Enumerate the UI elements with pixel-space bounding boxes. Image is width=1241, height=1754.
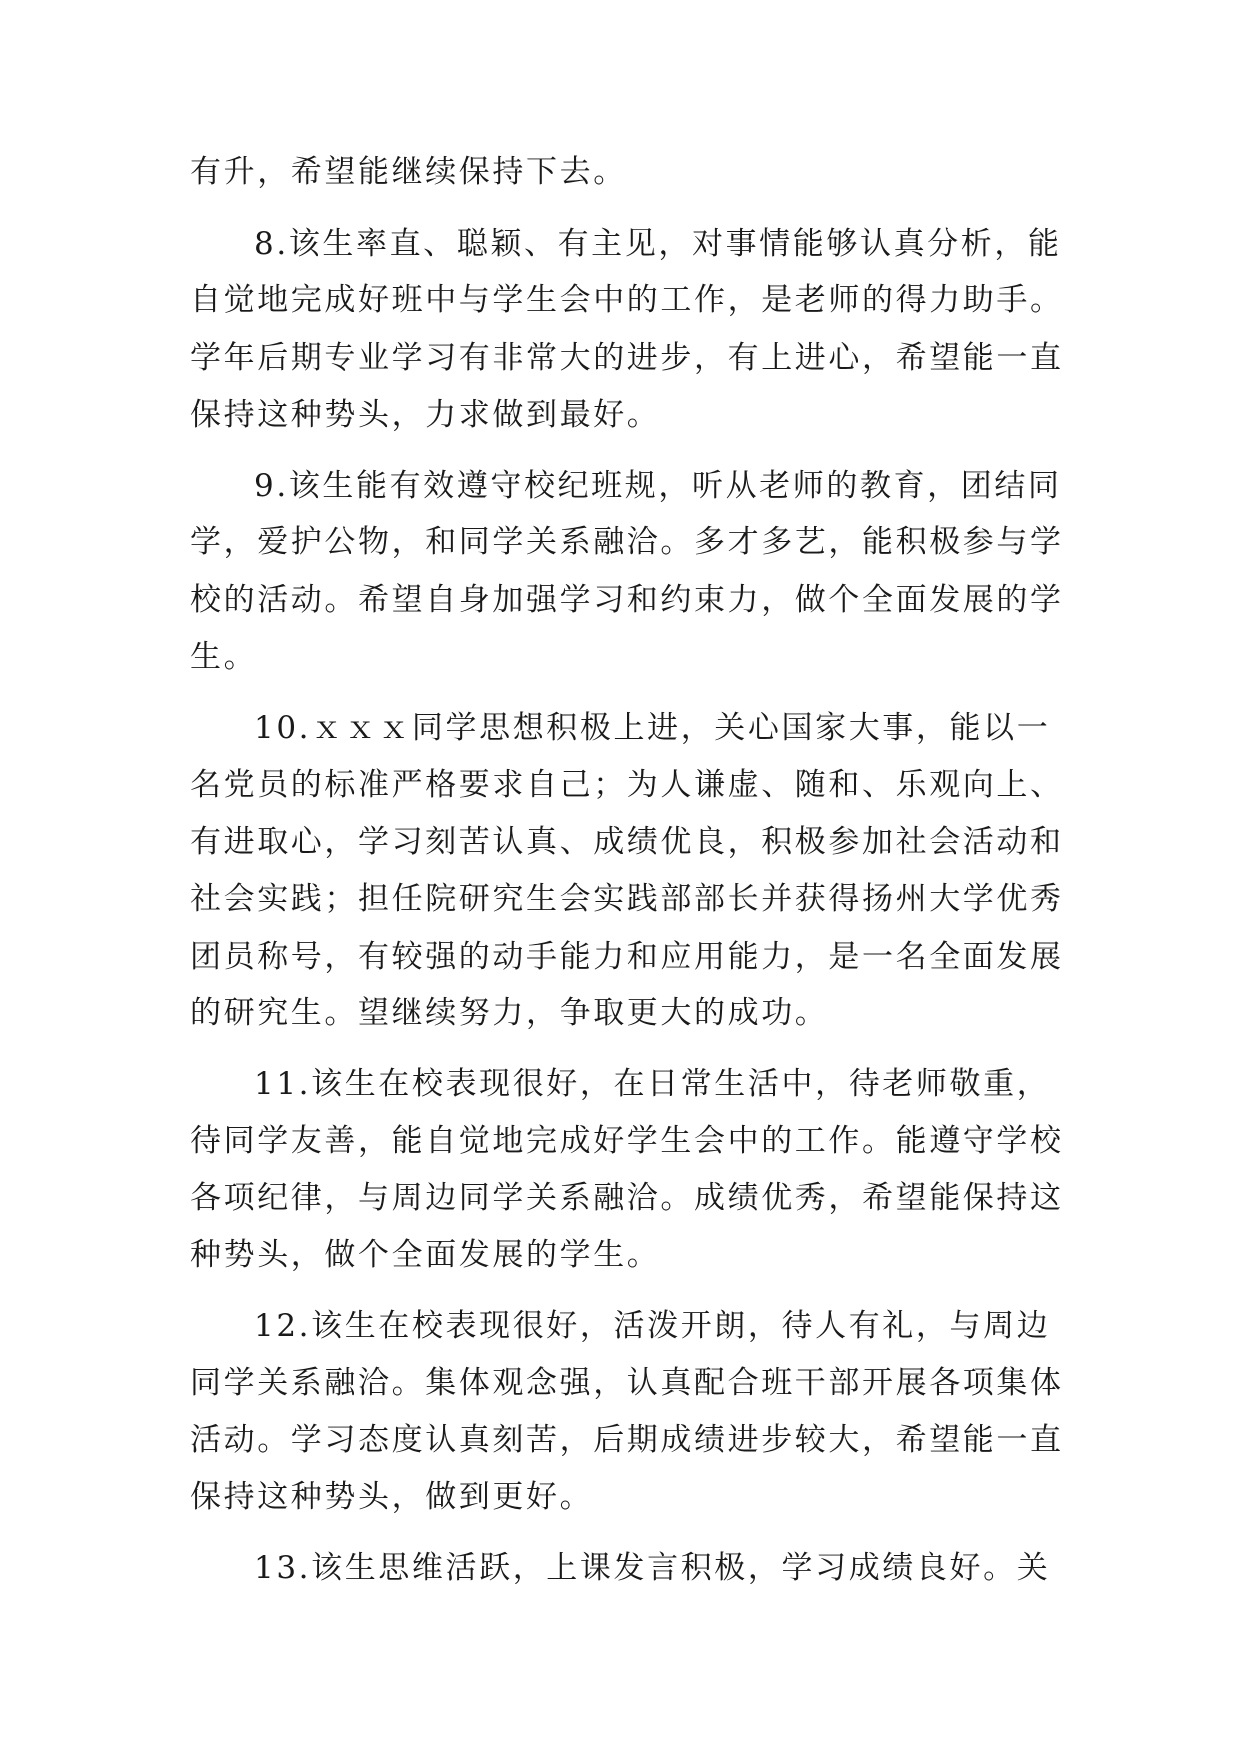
- paragraph-start-13: 13.该生思维活跃，上课发言积极，学习成绩良好。关: [254, 1550, 1051, 1586]
- text-line: 同学关系融洽。集体观念强，认真配合班干部开展各项集体: [190, 1365, 1064, 1401]
- text-line: 待同学友善，能自觉地完成好学生会中的工作。能遵守学校: [190, 1123, 1064, 1159]
- text-line: 生。: [190, 639, 258, 675]
- text-line: 学年后期专业学习有非常大的进步，有上进心，希望能一直: [190, 340, 1064, 376]
- paragraph-start-12: 12.该生在校表现很好，活泼开朗，待人有礼，与周边: [254, 1308, 1051, 1344]
- paragraph-start-11: 11.该生在校表现很好，在日常生活中，待老师敬重，: [254, 1066, 1051, 1102]
- text-line: 校的活动。希望自身加强学习和约束力，做个全面发展的学: [190, 582, 1064, 618]
- text-line: 种势头，做个全面发展的学生。: [190, 1237, 661, 1273]
- text-line: 有进取心，学习刻苦认真、成绩优良，积极参加社会活动和: [190, 824, 1064, 860]
- paragraph-start-9: 9.该生能有效遵守校纪班规，听从老师的教育，团结同: [254, 468, 1062, 504]
- text-line: 保持这种势头，力求做到最好。: [190, 397, 661, 433]
- text-line: 名党员的标准严格要求自己；为人谦虚、随和、乐观向上、: [190, 767, 1064, 803]
- text-line: 学，爱护公物，和同学关系融洽。多才多艺，能积极参与学: [190, 524, 1064, 560]
- text-line: 保持这种势头，做到更好。: [190, 1479, 594, 1515]
- text-line: 各项纪律，与周边同学关系融洽。成绩优秀，希望能保持这: [190, 1180, 1064, 1216]
- text-line: 的研究生。望继续努力，争取更大的成功。: [190, 995, 829, 1031]
- text-line: 有升，希望能继续保持下去。: [190, 154, 627, 190]
- paragraph-start-8: 8.该生率直、聪颖、有主见，对事情能够认真分析，能: [254, 226, 1062, 262]
- text-line: 活动。学习态度认真刻苦，后期成绩进步较大，希望能一直: [190, 1422, 1064, 1458]
- text-line: 社会实践；担任院研究生会实践部部长并获得扬州大学优秀: [190, 881, 1064, 917]
- paragraph-start-10: 10.ｘｘｘ同学思想积极上进，关心国家大事，能以一: [254, 710, 1051, 746]
- text-line: 自觉地完成好班中与学生会中的工作，是老师的得力助手。: [190, 282, 1064, 318]
- text-line: 团员称号，有较强的动手能力和应用能力，是一名全面发展: [190, 939, 1064, 975]
